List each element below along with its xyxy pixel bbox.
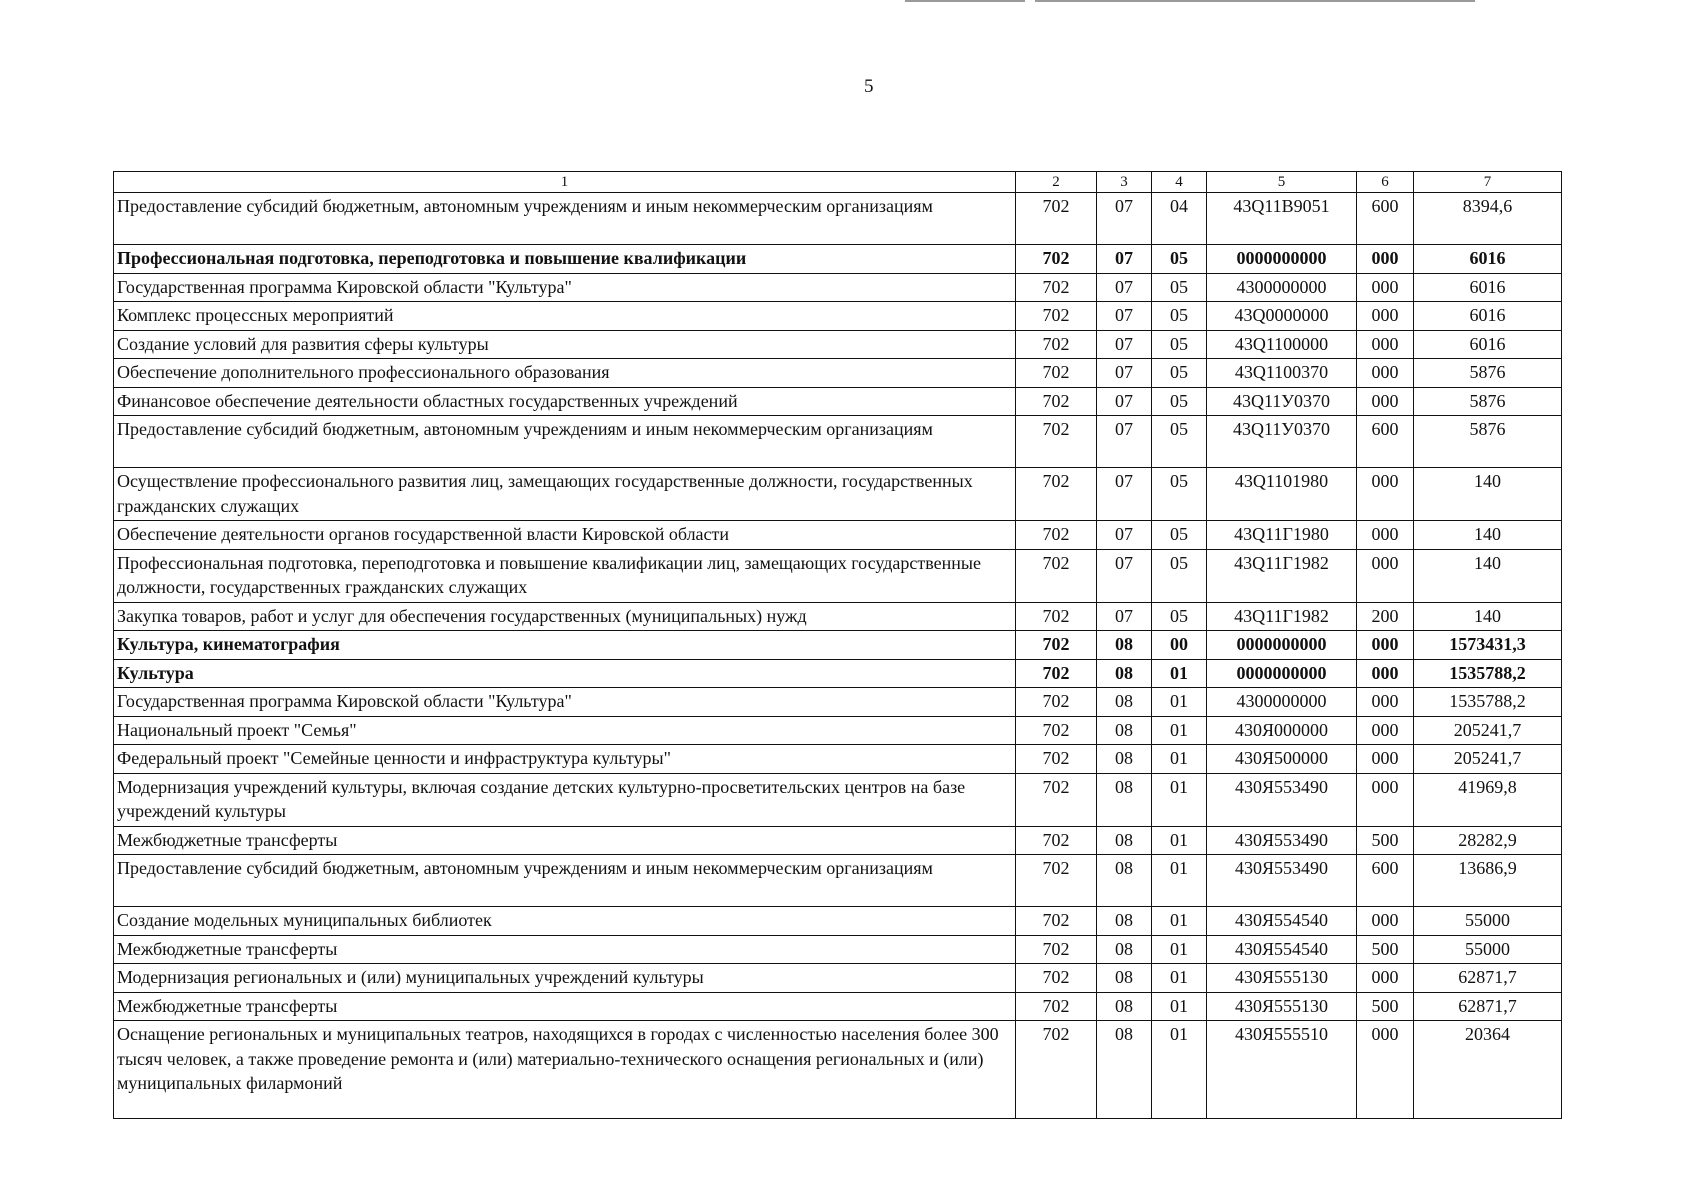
section-cell: 07 — [1097, 193, 1152, 245]
expense-type-cell: 200 — [1357, 602, 1414, 631]
row-name-cell: Комплекс процессных мероприятий — [114, 302, 1016, 331]
table-row — [114, 302, 1562, 331]
amount-cell: 5876 — [1414, 416, 1562, 468]
amount-cell: 140 — [1414, 468, 1562, 521]
row-name-cell: Профессиональная подготовка, переподготовка и повышение квалификации лиц, замещающих государственные должности, государственных гражданских служащих — [114, 549, 1016, 602]
amount-cell: 41969,8 — [1414, 773, 1562, 826]
subsection-cell: 04 — [1152, 193, 1207, 245]
target-article-cell: 43Q11У0370 — [1207, 416, 1357, 468]
row-name-cell: Создание условий для развития сферы культуры — [114, 330, 1016, 359]
expense-type-cell: 000 — [1357, 468, 1414, 521]
target-article-cell: 4300000000 — [1207, 688, 1357, 717]
code-cell: 702 — [1016, 468, 1097, 521]
code-cell: 702 — [1016, 745, 1097, 774]
table-row — [114, 273, 1562, 302]
table-row — [114, 549, 1562, 602]
table-row — [114, 245, 1562, 274]
subsection-cell: 01 — [1152, 1021, 1207, 1119]
subsection-cell: 05 — [1152, 416, 1207, 468]
target-article-cell: 43Q11У0370 — [1207, 387, 1357, 416]
table-row — [114, 773, 1562, 826]
subsection-cell: 05 — [1152, 359, 1207, 388]
amount-cell: 62871,7 — [1414, 964, 1562, 993]
row-name-cell: Создание модельных муниципальных библиотек — [114, 907, 1016, 936]
budget-table — [113, 171, 1562, 1119]
column-header: 1 — [114, 172, 1016, 193]
expense-type-cell: 000 — [1357, 521, 1414, 550]
table-row — [114, 330, 1562, 359]
expense-type-cell: 000 — [1357, 659, 1414, 688]
code-cell: 702 — [1016, 907, 1097, 936]
amount-cell: 1535788,2 — [1414, 688, 1562, 717]
amount-cell: 205241,7 — [1414, 716, 1562, 745]
subsection-cell: 01 — [1152, 745, 1207, 774]
row-name-cell: Модернизация учреждений культуры, включая создание детских культурно-просветительских центров на базе учреждений культуры — [114, 773, 1016, 826]
row-name-cell: Национальный проект "Семья" — [114, 716, 1016, 745]
target-article-cell: 430Я554540 — [1207, 907, 1357, 936]
expense-type-cell: 600 — [1357, 416, 1414, 468]
table-row — [114, 826, 1562, 855]
section-cell: 08 — [1097, 631, 1152, 660]
amount-cell: 1535788,2 — [1414, 659, 1562, 688]
subsection-cell: 05 — [1152, 602, 1207, 631]
table-row — [114, 745, 1562, 774]
row-name-cell: Предоставление субсидий бюджетным, автономным учреждениям и иным некоммерческим организациям — [114, 193, 1016, 245]
expense-type-cell: 500 — [1357, 935, 1414, 964]
amount-cell: 1573431,3 — [1414, 631, 1562, 660]
expense-type-cell: 000 — [1357, 688, 1414, 717]
section-cell: 07 — [1097, 549, 1152, 602]
expense-type-cell: 000 — [1357, 273, 1414, 302]
table-header-row — [114, 172, 1562, 193]
section-cell: 07 — [1097, 359, 1152, 388]
expense-type-cell: 000 — [1357, 330, 1414, 359]
subsection-cell: 05 — [1152, 468, 1207, 521]
expense-type-cell: 000 — [1357, 716, 1414, 745]
target-article-cell: 430Я000000 — [1207, 716, 1357, 745]
code-cell: 702 — [1016, 302, 1097, 331]
amount-cell: 62871,7 — [1414, 992, 1562, 1021]
row-name-cell: Закупка товаров, работ и услуг для обеспечения государственных (муниципальных) нужд — [114, 602, 1016, 631]
row-name-cell: Обеспечение деятельности органов государственной власти Кировской области — [114, 521, 1016, 550]
subsection-cell: 01 — [1152, 964, 1207, 993]
subsection-cell: 01 — [1152, 992, 1207, 1021]
row-name-cell: Финансовое обеспечение деятельности областных государственных учреждений — [114, 387, 1016, 416]
row-name-cell: Государственная программа Кировской области "Культура" — [114, 688, 1016, 717]
table-row — [114, 193, 1562, 245]
subsection-cell: 05 — [1152, 330, 1207, 359]
table-row — [114, 935, 1562, 964]
row-name-cell: Культура, кинематография — [114, 631, 1016, 660]
section-cell: 08 — [1097, 935, 1152, 964]
table-row — [114, 602, 1562, 631]
target-article-cell: 430Я553490 — [1207, 826, 1357, 855]
amount-cell: 5876 — [1414, 387, 1562, 416]
table-row — [114, 521, 1562, 550]
table-row — [114, 992, 1562, 1021]
code-cell: 702 — [1016, 416, 1097, 468]
section-cell: 08 — [1097, 688, 1152, 717]
code-cell: 702 — [1016, 964, 1097, 993]
section-cell: 08 — [1097, 1021, 1152, 1119]
section-cell: 07 — [1097, 416, 1152, 468]
row-name-cell: Оснащение региональных и муниципальных театров, находящихся в городах с численностью населения более 300 тысяч человек, а также проведение ремонта и (или) материально-технического оснащения региональных и (или) муниципальных филармоний — [114, 1021, 1016, 1119]
code-cell: 702 — [1016, 245, 1097, 274]
table-row — [114, 416, 1562, 468]
section-cell: 07 — [1097, 273, 1152, 302]
code-cell: 702 — [1016, 773, 1097, 826]
target-article-cell: 43Q11Г1982 — [1207, 602, 1357, 631]
code-cell: 702 — [1016, 826, 1097, 855]
section-cell: 08 — [1097, 826, 1152, 855]
amount-cell: 20364 — [1414, 1021, 1562, 1119]
subsection-cell: 01 — [1152, 907, 1207, 936]
target-article-cell: 430Я555130 — [1207, 964, 1357, 993]
row-name-cell: Межбюджетные трансферты — [114, 992, 1016, 1021]
amount-cell: 140 — [1414, 602, 1562, 631]
expense-type-cell: 600 — [1357, 855, 1414, 907]
subsection-cell: 05 — [1152, 549, 1207, 602]
target-article-cell: 430Я500000 — [1207, 745, 1357, 774]
target-article-cell: 43Q11Г1980 — [1207, 521, 1357, 550]
expense-type-cell: 000 — [1357, 549, 1414, 602]
expense-type-cell: 000 — [1357, 745, 1414, 774]
section-cell: 08 — [1097, 773, 1152, 826]
row-name-cell: Предоставление субсидий бюджетным, автономным учреждениям и иным некоммерческим организациям — [114, 855, 1016, 907]
code-cell: 702 — [1016, 387, 1097, 416]
target-article-cell: 430Я555130 — [1207, 992, 1357, 1021]
section-cell: 07 — [1097, 302, 1152, 331]
target-article-cell: 43Q11Г1982 — [1207, 549, 1357, 602]
section-cell: 07 — [1097, 387, 1152, 416]
expense-type-cell: 000 — [1357, 245, 1414, 274]
section-cell: 08 — [1097, 907, 1152, 936]
expense-type-cell: 500 — [1357, 992, 1414, 1021]
code-cell: 702 — [1016, 193, 1097, 245]
target-article-cell: 4300000000 — [1207, 273, 1357, 302]
table-row — [114, 359, 1562, 388]
row-name-cell: Модернизация региональных и (или) муниципальных учреждений культуры — [114, 964, 1016, 993]
table-row — [114, 688, 1562, 717]
section-cell: 07 — [1097, 468, 1152, 521]
subsection-cell: 00 — [1152, 631, 1207, 660]
amount-cell: 140 — [1414, 521, 1562, 550]
section-cell: 08 — [1097, 964, 1152, 993]
code-cell: 702 — [1016, 688, 1097, 717]
target-article-cell: 43Q1100000 — [1207, 330, 1357, 359]
subsection-cell: 05 — [1152, 273, 1207, 302]
code-cell: 702 — [1016, 602, 1097, 631]
column-header: 4 — [1152, 172, 1207, 193]
expense-type-cell: 600 — [1357, 193, 1414, 245]
amount-cell: 8394,6 — [1414, 193, 1562, 245]
scan-edge-line — [905, 0, 1025, 2]
subsection-cell: 05 — [1152, 387, 1207, 416]
code-cell: 702 — [1016, 659, 1097, 688]
row-name-cell: Межбюджетные трансферты — [114, 826, 1016, 855]
code-cell: 702 — [1016, 549, 1097, 602]
row-name-cell: Осуществление профессионального развития лиц, замещающих государственные должности, государственных гражданских служащих — [114, 468, 1016, 521]
table-row — [114, 1021, 1562, 1119]
table-row — [114, 907, 1562, 936]
column-header: 6 — [1357, 172, 1414, 193]
section-cell: 08 — [1097, 855, 1152, 907]
section-cell: 07 — [1097, 330, 1152, 359]
section-cell: 08 — [1097, 716, 1152, 745]
row-name-cell: Профессиональная подготовка, переподготовка и повышение квалификации — [114, 245, 1016, 274]
expense-type-cell: 000 — [1357, 1021, 1414, 1119]
amount-cell: 55000 — [1414, 907, 1562, 936]
section-cell: 08 — [1097, 992, 1152, 1021]
subsection-cell: 01 — [1152, 935, 1207, 964]
expense-type-cell: 000 — [1357, 359, 1414, 388]
section-cell: 08 — [1097, 659, 1152, 688]
target-article-cell: 0000000000 — [1207, 631, 1357, 660]
expense-type-cell: 000 — [1357, 907, 1414, 936]
subsection-cell: 05 — [1152, 245, 1207, 274]
row-name-cell: Культура — [114, 659, 1016, 688]
table-row — [114, 716, 1562, 745]
subsection-cell: 01 — [1152, 716, 1207, 745]
subsection-cell: 01 — [1152, 688, 1207, 717]
amount-cell: 205241,7 — [1414, 745, 1562, 774]
amount-cell: 6016 — [1414, 330, 1562, 359]
expense-type-cell: 000 — [1357, 387, 1414, 416]
expense-type-cell: 000 — [1357, 773, 1414, 826]
expense-type-cell: 000 — [1357, 631, 1414, 660]
section-cell: 08 — [1097, 745, 1152, 774]
target-article-cell: 430Я553490 — [1207, 773, 1357, 826]
table-row — [114, 468, 1562, 521]
code-cell: 702 — [1016, 330, 1097, 359]
expense-type-cell: 000 — [1357, 964, 1414, 993]
table-row — [114, 964, 1562, 993]
code-cell: 702 — [1016, 855, 1097, 907]
section-cell: 07 — [1097, 245, 1152, 274]
table-row — [114, 855, 1562, 907]
expense-type-cell: 000 — [1357, 302, 1414, 331]
target-article-cell: 43Q11B9051 — [1207, 193, 1357, 245]
subsection-cell: 01 — [1152, 826, 1207, 855]
row-name-cell: Государственная программа Кировской области "Культура" — [114, 273, 1016, 302]
amount-cell: 5876 — [1414, 359, 1562, 388]
amount-cell: 140 — [1414, 549, 1562, 602]
code-cell: 702 — [1016, 992, 1097, 1021]
column-header: 2 — [1016, 172, 1097, 193]
target-article-cell: 0000000000 — [1207, 245, 1357, 274]
column-header: 3 — [1097, 172, 1152, 193]
row-name-cell: Обеспечение дополнительного профессионального образования — [114, 359, 1016, 388]
expense-type-cell: 500 — [1357, 826, 1414, 855]
code-cell: 702 — [1016, 521, 1097, 550]
row-name-cell: Предоставление субсидий бюджетным, автономным учреждениям и иным некоммерческим организациям — [114, 416, 1016, 468]
code-cell: 702 — [1016, 716, 1097, 745]
table-row — [114, 659, 1562, 688]
code-cell: 702 — [1016, 631, 1097, 660]
code-cell: 702 — [1016, 359, 1097, 388]
code-cell: 702 — [1016, 1021, 1097, 1119]
target-article-cell: 0000000000 — [1207, 659, 1357, 688]
amount-cell: 28282,9 — [1414, 826, 1562, 855]
section-cell: 07 — [1097, 521, 1152, 550]
amount-cell: 55000 — [1414, 935, 1562, 964]
subsection-cell: 01 — [1152, 855, 1207, 907]
target-article-cell: 43Q1100370 — [1207, 359, 1357, 388]
amount-cell: 6016 — [1414, 302, 1562, 331]
subsection-cell: 05 — [1152, 521, 1207, 550]
row-name-cell: Федеральный проект "Семейные ценности и инфраструктура культуры" — [114, 745, 1016, 774]
code-cell: 702 — [1016, 935, 1097, 964]
target-article-cell: 430Я554540 — [1207, 935, 1357, 964]
row-name-cell: Межбюджетные трансферты — [114, 935, 1016, 964]
scan-edge-line — [1035, 0, 1475, 2]
target-article-cell: 43Q0000000 — [1207, 302, 1357, 331]
section-cell: 07 — [1097, 602, 1152, 631]
target-article-cell: 43Q1101980 — [1207, 468, 1357, 521]
target-article-cell: 430Я553490 — [1207, 855, 1357, 907]
column-header: 5 — [1207, 172, 1357, 193]
table-row — [114, 631, 1562, 660]
amount-cell: 6016 — [1414, 273, 1562, 302]
amount-cell: 13686,9 — [1414, 855, 1562, 907]
page-number: 5 — [864, 76, 874, 97]
amount-cell: 6016 — [1414, 245, 1562, 274]
subsection-cell: 01 — [1152, 659, 1207, 688]
column-header: 7 — [1414, 172, 1562, 193]
subsection-cell: 05 — [1152, 302, 1207, 331]
target-article-cell: 430Я555510 — [1207, 1021, 1357, 1119]
code-cell: 702 — [1016, 273, 1097, 302]
table-row — [114, 387, 1562, 416]
subsection-cell: 01 — [1152, 773, 1207, 826]
